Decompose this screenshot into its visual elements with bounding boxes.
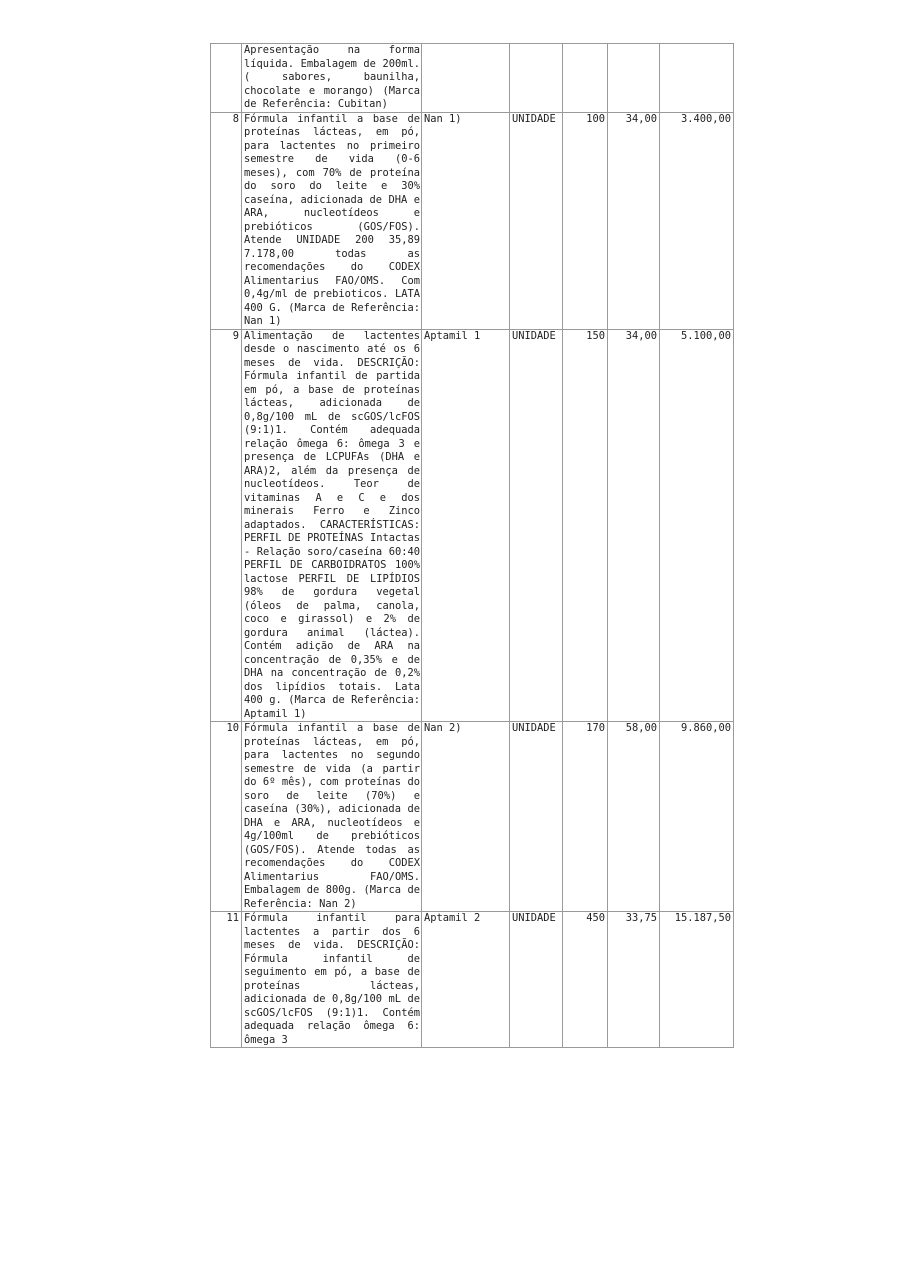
brand-cell — [422, 44, 510, 113]
item-number — [211, 44, 242, 113]
unit-cell: UNIDADE — [510, 329, 563, 722]
unit-price-cell: 33,75 — [608, 912, 660, 1048]
item-number: 10 — [211, 722, 242, 912]
item-number: 9 — [211, 329, 242, 722]
unit-cell: UNIDADE — [510, 912, 563, 1048]
brand-cell: Aptamil 2 — [422, 912, 510, 1048]
unit-price-cell: 34,00 — [608, 329, 660, 722]
item-number: 11 — [211, 912, 242, 1048]
table-row — [211, 912, 734, 1048]
quantity-cell — [563, 44, 608, 113]
unit-cell: UNIDADE — [510, 722, 563, 912]
item-number: 8 — [211, 112, 242, 329]
total-cell: 9.860,00 — [660, 722, 734, 912]
total-cell — [660, 44, 734, 113]
quantity-cell: 170 — [563, 722, 608, 912]
unit-price-cell — [608, 44, 660, 113]
table-row — [211, 329, 734, 722]
total-cell: 15.187,50 — [660, 912, 734, 1048]
item-description: Alimentação de lactentes desde o nascimento até os 6 meses de vida. DESCRIÇÃO: Fórmula infantil de partida em pó, a base de proteínas lácteas, adicionada de 0,8g/100 mL de scGOS/lcFOS (9:1)1. Contém adequada relação ômega 6: ômega 3 e presença de LCPUFAs (DHA e ARA)2, além da presença de nucleotídeos. Teor de vitaminas A e C e dos minerais Ferro e Zinco adaptados. CARACTERÍSTICAS: PERFIL DE PROTEÍNAS Intactas - Relação soro/caseína 60:40 PERFIL DE CARBOIDRATOS 100% lactose PERFIL DE LIPÍDIOS 98% de gordura vegetal (óleos de palma, canola, coco e girassol) e 2% de gordura animal (láctea). Contém adição de ARA na concentração de 0,35% e de DHA na concentração de 0,2% dos lipídios totais. Lata 400 g. (Marca de Referência: Aptamil 1) — [244, 329, 420, 720]
brand-cell: Aptamil 1 — [422, 329, 510, 722]
item-description: Fórmula infantil para lactentes a partir dos 6 meses de vida. DESCRIÇÃO: Fórmula infantil de seguimento em pó, a base de proteínas lácteas, adicionada de 0,8g/100 mL de scGOS/lcFOS (9:1)1. Contém adequada relação ômega 6: ômega 3 — [244, 912, 420, 1046]
item-description: Fórmula infantil a base de proteínas lácteas, em pó, para lactentes no segundo semestre de vida (a partir do 6º mês), com proteínas do soro de leite (70%) e caseína (30%), adicionada de DHA e ARA, nucleotídeos e 4g/100ml de prebióticos (GOS/FOS). Atende todas as recomendações do CODEX Alimentarius FAO/OMS. Embalagem de 800g. (Marca de Referência: Nan 2) — [244, 722, 420, 910]
unit-cell: UNIDADE — [510, 112, 563, 329]
price-table-page — [210, 43, 734, 1048]
items-table — [210, 43, 734, 1048]
unit-price-cell: 34,00 — [608, 112, 660, 329]
total-cell: 5.100,00 — [660, 329, 734, 722]
table-row — [211, 722, 734, 912]
table-row — [211, 112, 734, 329]
brand-cell: Nan 2) — [422, 722, 510, 912]
item-description: Apresentação na forma líquida. Embalagem de 200ml. ( sabores, baunilha, chocolate e morango) (Marca de Referência: Cubitan) — [244, 44, 420, 110]
unit-price-cell: 58,00 — [608, 722, 660, 912]
unit-cell — [510, 44, 563, 113]
quantity-cell: 100 — [563, 112, 608, 329]
table-row — [211, 44, 734, 113]
quantity-cell: 450 — [563, 912, 608, 1048]
total-cell: 3.400,00 — [660, 112, 734, 329]
quantity-cell: 150 — [563, 329, 608, 722]
item-description: Fórmula infantil a base de proteínas lácteas, em pó, para lactentes no primeiro semestre de vida (0-6 meses), com 70% de proteína do soro do leite e 30% caseína, adicionada de DHA e ARA, nucleotídeos e prebióticos (GOS/FOS). Atende UNIDADE 200 35,89 7.178,00 todas as recomendações do CODEX Alimentarius FAO/OMS. Com 0,4g/ml de prebioticos. LATA 400 G. (Marca de Referência: Nan 1) — [244, 112, 420, 327]
brand-cell: Nan 1) — [422, 112, 510, 329]
